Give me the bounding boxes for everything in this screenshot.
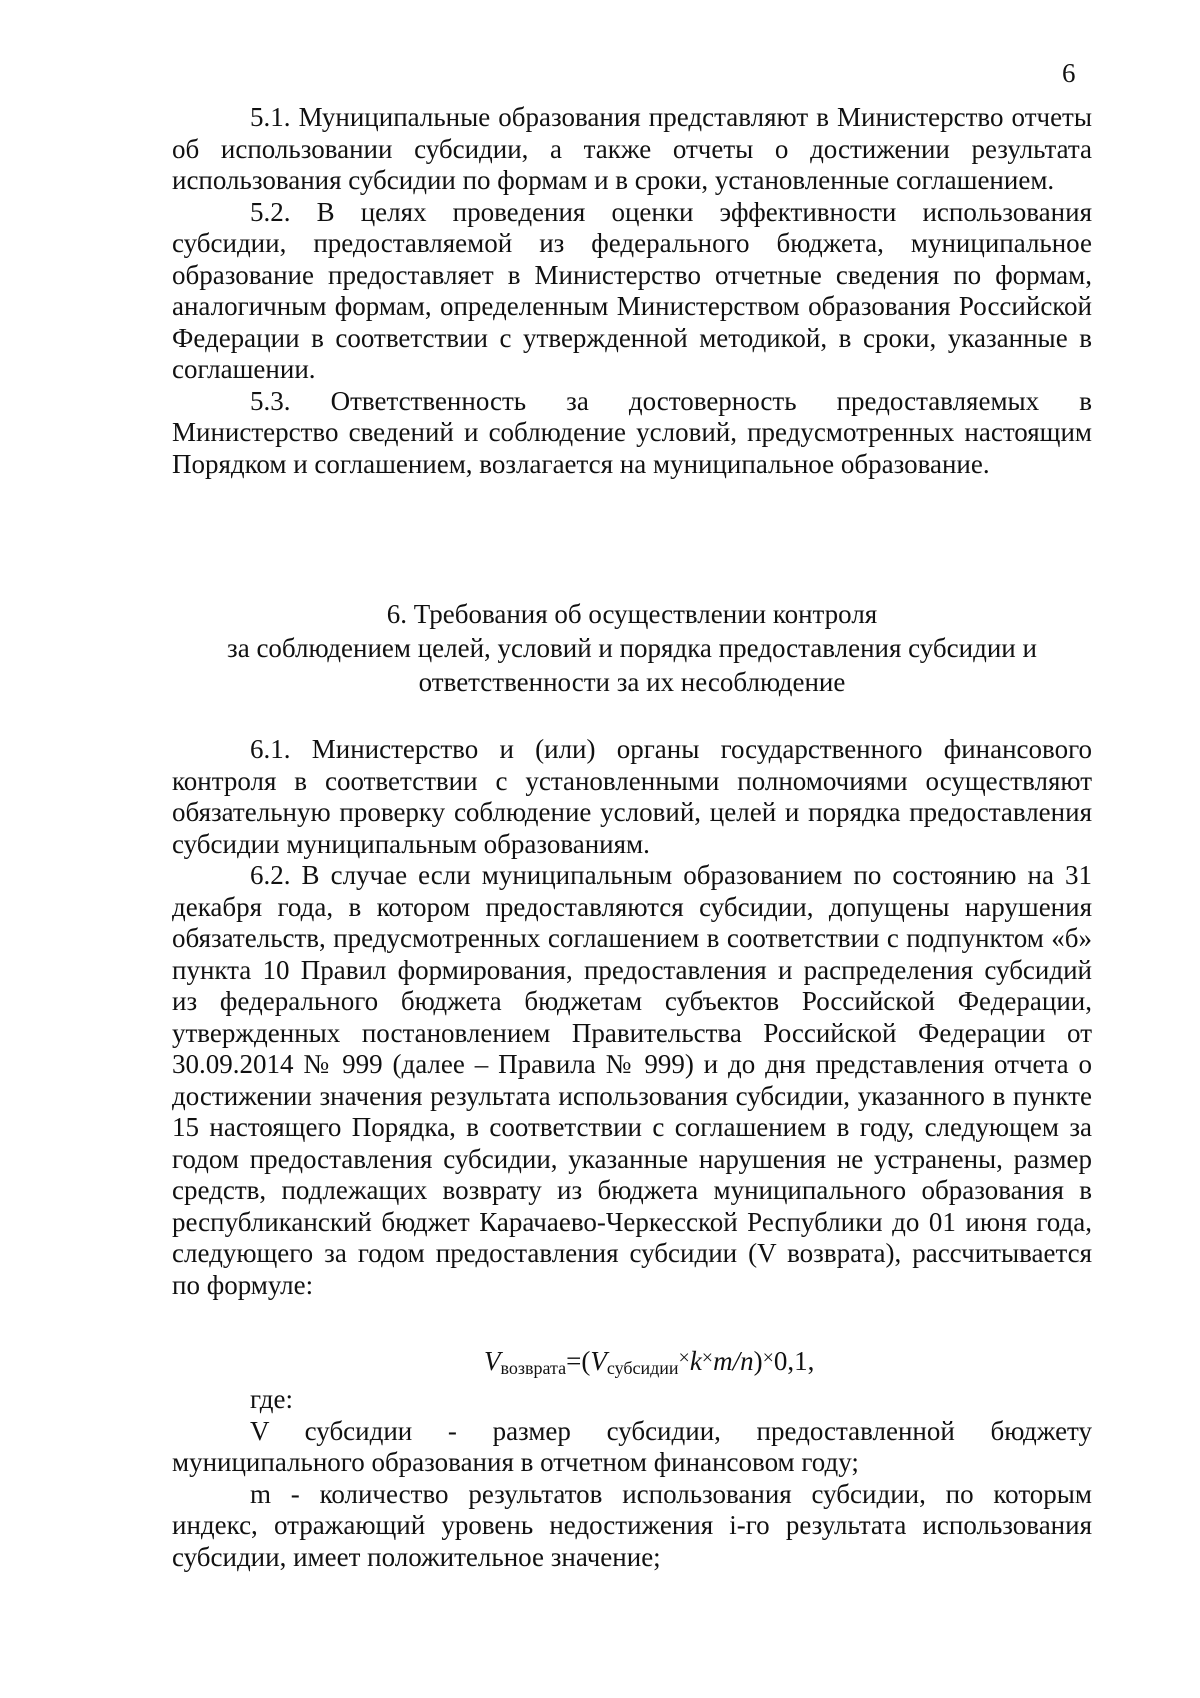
definitions-text <box>172 1384 1092 1573</box>
formula-times-1: × <box>678 1347 690 1369</box>
definition-m: m - количество результатов использования субсидии, по которым индекс, отражающий уровень недостижения i-го результата использования субсидии, имеет положительное значение; <box>172 1478 1092 1572</box>
formula-v: V <box>484 1346 501 1376</box>
formula-k: k <box>689 1346 702 1376</box>
formula-close: ) <box>753 1346 763 1376</box>
formula-sub-return: возврата <box>500 1358 567 1378</box>
paragraph-5-1: 5.1. Муниципальные образования представляют в Министерство отчеты об использовании субсидии, а также отчеты о достижении результата использования субсидии по формам и в сроки, установленные соглашением. <box>172 102 1092 195</box>
paragraph-5-2: 5.2. В целях проведения оценки эффективности использования субсидии, предоставляемой из федерального бюджета, муниципальное образование предоставляет в Министерство отчетные сведения по формам, аналогичным формам, определенным Министерством образования Российской Федерации в соответствии с утвержденной методикой, в сроки, указанные в соглашении. <box>172 196 1092 384</box>
heading-line-3: ответственности за их несоблюдение <box>418 667 846 697</box>
formula-mn: m/n <box>713 1346 754 1376</box>
paragraph-5-3: 5.3. Ответственность за достоверность предоставляемых в Министерство сведений и соблюдение условий, предусмотренных настоящим Порядком и соглашением, возлагается на муниципальное образование. <box>172 385 1092 479</box>
heading-line-1: 6. Требования об осуществлении контроля <box>386 599 878 629</box>
heading-line-2: за соблюдением целей, условий и порядка предоставления субсидии и <box>227 633 1037 663</box>
section-6-heading <box>172 597 1092 699</box>
definition-v-subsidy: V субсидии - размер субсидии, предоставленной бюджету муниципального образования в отчетном финансовом году; <box>172 1415 1092 1477</box>
page-number: 6 <box>1062 58 1076 88</box>
formula-times-2: × <box>701 1347 714 1369</box>
return-formula <box>484 1346 814 1381</box>
section-5-text <box>172 102 1092 480</box>
section-6-text <box>172 734 1092 1301</box>
formula-sub-subsidy: субсидии <box>606 1358 679 1378</box>
formula-tail: 0,1, <box>773 1346 815 1376</box>
formula-eq-open: =( <box>566 1346 591 1376</box>
formula-times-3: × <box>762 1347 774 1369</box>
formula-v-2: V <box>590 1346 607 1376</box>
paragraph-6-1: 6.1. Министерство и (или) органы государственного финансового контроля в соответствии с установленными полномочиями осуществляют обязательную проверку соблюдение условий, целей и порядка предоставления субсидии муниципальным образованиям. <box>172 734 1092 859</box>
where-label: где: <box>250 1384 293 1414</box>
paragraph-6-2: 6.2. В случае если муниципальным образованием по состоянию на 31 декабря года, в котором предоставляются субсидии, допущены нарушения обязательств, предусмотренных соглашением в соответствии с подпунктом «б» пункта 10 Правил формирования, предоставления и распределения субсидий из федерального бюджета бюджетам субъектов Российской Федерации, утвержденных постановлением Правительства Российской Федерации от 30.09.2014 № 999 (далее – Правила № 999) и до дня представления отчета о достижении значения результата использования субсидии, указанного в пункте 15 настоящего Порядка, в соответствии с соглашением в году, следующем за годом предоставления субсидии, указанные нарушения не устранены, размер средств, подлежащих возврату из бюджета муниципального образования в республиканский бюджет Карачаево-Черкесской Республики до 01 июня года, следующего за годом предоставления субсидии (V возврата), рассчитывается по формуле: <box>172 860 1092 1300</box>
